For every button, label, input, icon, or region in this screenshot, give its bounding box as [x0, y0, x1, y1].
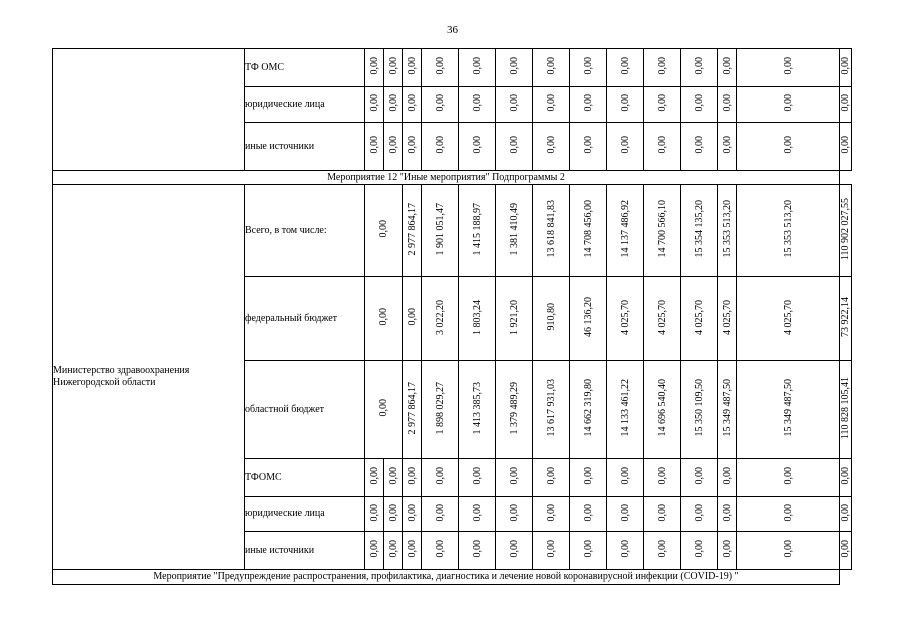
value-cell	[644, 185, 681, 277]
cell-value: 0,00	[545, 136, 557, 154]
cell-value: 0,00	[368, 540, 380, 558]
value-cell	[459, 123, 496, 171]
cell-value: 3 022,20	[434, 299, 446, 335]
cell-value: 0,00	[406, 308, 418, 326]
cell-value: 0,00	[656, 136, 668, 154]
total-cell	[840, 361, 852, 459]
cell-value: 0,00	[545, 94, 557, 112]
cell-value: 0,00	[840, 540, 851, 558]
funding-source-label: Всего, в том числе:	[245, 185, 365, 277]
value-cell	[384, 87, 403, 123]
value-cell	[533, 532, 570, 570]
value-cell	[570, 87, 607, 123]
cell-value: 0,00	[582, 136, 594, 154]
value-cell	[644, 497, 681, 532]
value-cell	[718, 123, 737, 171]
value-cell	[533, 49, 570, 87]
value-cell	[365, 497, 384, 532]
measure12-title: Мероприятие 12 "Иные мероприятия" Подпрограммы 2	[53, 171, 840, 185]
cell-value: 13 618 841,83	[545, 200, 557, 258]
cell-value: 1 803,24	[471, 299, 483, 335]
value-cell	[570, 185, 607, 277]
cell-value: 0,00	[378, 308, 389, 326]
value-cell	[718, 185, 737, 277]
cell-value: 0,00	[471, 136, 483, 154]
value-cell	[459, 49, 496, 87]
cell-value: 0,00	[619, 57, 631, 75]
value-cell	[570, 532, 607, 570]
value-cell	[496, 459, 533, 497]
cell-value: 0,00	[434, 136, 446, 154]
value-cell	[644, 87, 681, 123]
cell-value: 0,00	[721, 467, 733, 485]
cell-value: 0,00	[782, 503, 794, 522]
value-cell	[644, 459, 681, 497]
value-cell	[737, 49, 840, 87]
cell-value: 0,00	[840, 57, 851, 75]
total-cell	[840, 532, 852, 570]
cell-value: 0,00	[721, 540, 733, 558]
value-cell	[365, 123, 384, 171]
total-cell	[840, 459, 852, 497]
total-cell	[840, 87, 852, 123]
value-cell	[403, 87, 422, 123]
section2-body	[53, 185, 852, 570]
cell-value: 0,00	[693, 57, 705, 75]
cell-value: 1 921,20	[508, 299, 520, 335]
cell-value: 0,00	[368, 136, 380, 154]
page-number: 36	[447, 24, 458, 36]
cell-value: 0,00	[508, 57, 520, 75]
value-cell	[422, 49, 459, 87]
value-cell	[496, 277, 533, 361]
value-cell	[403, 49, 422, 87]
value-cell	[403, 185, 422, 277]
cell-value: 14 696 540,40	[656, 379, 668, 437]
cell-value: 0,00	[693, 467, 705, 485]
value-cell	[384, 532, 403, 570]
cell-value: 0,00	[406, 467, 418, 485]
cell-value: 14 133 461,22	[619, 379, 631, 437]
cell-value: 0,00	[693, 503, 705, 522]
value-cell	[496, 532, 533, 570]
cell-value: 0,00	[782, 467, 794, 485]
value-cell	[681, 87, 718, 123]
funding-source-label: областной бюджет	[245, 361, 365, 459]
cell-value: 0,00	[840, 94, 851, 112]
cell-value: 0,00	[782, 136, 794, 154]
cell-value: 0,00	[656, 503, 668, 522]
value-cell	[496, 123, 533, 171]
value-cell	[718, 532, 737, 570]
cell-value: 0,00	[471, 540, 483, 558]
cell-value: 0,00	[656, 94, 668, 112]
cell-value: 0,00	[434, 467, 446, 485]
value-cell	[403, 123, 422, 171]
value-cell	[533, 361, 570, 459]
value-cell	[403, 532, 422, 570]
cell-value: 14 700 566,10	[656, 200, 668, 258]
value-cell	[496, 361, 533, 459]
cell-value: 14 137 486,92	[619, 200, 631, 258]
value-cell	[718, 497, 737, 532]
value-cell	[607, 532, 644, 570]
value-cell	[681, 49, 718, 87]
value-cell	[737, 87, 840, 123]
value-cell	[644, 361, 681, 459]
value-cell	[533, 87, 570, 123]
value-cell	[607, 87, 644, 123]
cell-value: 0,00	[656, 467, 668, 485]
value-cell	[422, 532, 459, 570]
cell-value: 0,00	[406, 503, 418, 522]
value-cell	[681, 185, 718, 277]
cell-value: 0,00	[471, 57, 483, 75]
value-cell	[403, 277, 422, 361]
organization-name: Министерство здравоохранения Нижегородской области	[53, 185, 245, 570]
cell-value: 0,00	[840, 136, 851, 154]
value-cell	[644, 277, 681, 361]
value-cell	[681, 361, 718, 459]
value-cell	[533, 277, 570, 361]
total-cell	[840, 185, 852, 277]
value-cell	[607, 277, 644, 361]
cell-value: 0,00	[368, 57, 380, 75]
value-cell	[718, 49, 737, 87]
value-cell	[384, 497, 403, 532]
cell-value: 0,00	[508, 467, 520, 485]
cell-value: 1 379 489,29	[508, 381, 520, 435]
value-cell	[737, 277, 840, 361]
cell-value: 4 025,70	[721, 299, 733, 335]
total-cell	[840, 123, 852, 171]
cell-value: 0,00	[406, 136, 418, 154]
value-cell	[681, 497, 718, 532]
organization-empty-cell	[53, 49, 245, 171]
cell-value: 0,00	[387, 540, 399, 558]
cell-value: 0,00	[387, 57, 399, 75]
value-cell	[607, 361, 644, 459]
value-cell	[570, 277, 607, 361]
cell-value: 0,00	[721, 136, 733, 154]
cell-value: 0,00	[582, 57, 594, 75]
value-cell	[718, 277, 737, 361]
cell-value: 14 708 456,00	[582, 200, 594, 258]
cell-value: 0,00	[508, 503, 520, 522]
cell-value: 73 922,14	[840, 297, 851, 337]
cell-value: 0,00	[406, 540, 418, 558]
cell-value: 0,00	[582, 503, 594, 522]
cell-value: 0,00	[368, 503, 380, 522]
value-cell	[681, 459, 718, 497]
value-cell	[681, 277, 718, 361]
cell-value: 15 353 513,20	[782, 200, 794, 258]
cell-value: 0,00	[406, 57, 418, 75]
value-cell	[607, 497, 644, 532]
cell-value: 0,00	[782, 57, 794, 75]
value-cell	[384, 123, 403, 171]
funding-source-label: иные источники	[245, 123, 365, 171]
cell-value: 0,00	[378, 399, 389, 417]
value-cell	[459, 532, 496, 570]
value-cell	[459, 185, 496, 277]
value-cell	[459, 277, 496, 361]
cell-value: 1 901 051,47	[434, 202, 446, 256]
value-cell	[737, 361, 840, 459]
cell-value: 15 350 109,50	[693, 379, 705, 437]
cell-value: 0,00	[387, 94, 399, 112]
value-cell	[533, 459, 570, 497]
cell-value: 0,00	[656, 57, 668, 75]
value-cell	[459, 87, 496, 123]
cell-value: 15 353 513,20	[721, 200, 733, 258]
total-cell	[840, 497, 852, 532]
value-cell	[422, 459, 459, 497]
cell-value: 0,00	[619, 136, 631, 154]
funding-table	[52, 48, 852, 585]
cell-value: 0,00	[545, 57, 557, 75]
value-cell	[737, 532, 840, 570]
value-cell	[718, 459, 737, 497]
cell-value: 15 349 487,50	[721, 379, 733, 437]
cell-value: 0,00	[387, 503, 399, 522]
value-cell	[384, 49, 403, 87]
cell-value: 1 898 029,27	[434, 381, 446, 435]
value-cell	[422, 277, 459, 361]
cell-value: 0,00	[840, 503, 851, 522]
cell-value: 0,00	[582, 540, 594, 558]
cell-value: 0,00	[693, 136, 705, 154]
value-cell	[644, 123, 681, 171]
cell-value: 0,00	[387, 136, 399, 154]
cell-value: 15 354 135,20	[693, 200, 705, 258]
table-row	[53, 49, 852, 87]
cell-value: 4 025,70	[619, 299, 631, 335]
value-cell	[422, 87, 459, 123]
value-cell	[570, 459, 607, 497]
cell-value: 0,00	[406, 94, 418, 112]
cell-value: 14 662 319,80	[582, 379, 594, 437]
cell-value: 0,00	[434, 503, 446, 522]
funding-source-label: юридические лица	[245, 497, 365, 532]
value-cell	[365, 185, 403, 277]
cell-value: 910,80	[545, 303, 557, 331]
value-cell	[459, 459, 496, 497]
value-cell	[607, 123, 644, 171]
cell-value: 0,00	[471, 503, 483, 522]
value-cell	[737, 459, 840, 497]
cell-value: 0,00	[693, 540, 705, 558]
table-row	[53, 185, 852, 277]
value-cell	[459, 497, 496, 532]
cell-value: 1 415 188,97	[471, 202, 483, 256]
cell-value: 0,00	[721, 57, 733, 75]
cell-value: 15 349 487,50	[782, 379, 794, 437]
funding-source-label: иные источники	[245, 532, 365, 570]
cell-value: 0,00	[508, 540, 520, 558]
cell-value: 0,00	[656, 540, 668, 558]
cell-value: 4 025,70	[693, 299, 705, 335]
cell-value: 110 828 105,41	[840, 376, 851, 440]
value-cell	[365, 87, 384, 123]
cell-value: 0,00	[721, 503, 733, 522]
value-cell	[607, 185, 644, 277]
cell-value: 2 977 864,17	[406, 381, 418, 435]
cell-value: 1 413 385,73	[471, 381, 483, 435]
cell-value: 1 381 410,49	[508, 202, 520, 256]
value-cell	[496, 49, 533, 87]
cell-value: 0,00	[508, 136, 520, 154]
value-cell	[533, 185, 570, 277]
total-cell	[840, 277, 852, 361]
cell-value: 0,00	[545, 467, 557, 485]
cell-value: 13 617 931,03	[545, 379, 557, 437]
value-cell	[422, 185, 459, 277]
value-cell	[570, 497, 607, 532]
cell-value: 2 977 864,17	[406, 202, 418, 256]
cell-value: 0,00	[582, 94, 594, 112]
value-cell	[403, 459, 422, 497]
value-cell	[718, 87, 737, 123]
value-cell	[496, 497, 533, 532]
cell-value: 0,00	[582, 467, 594, 485]
value-cell	[365, 49, 384, 87]
value-cell	[533, 497, 570, 532]
cell-value: 0,00	[619, 540, 631, 558]
value-cell	[533, 123, 570, 171]
cell-value: 0,00	[840, 467, 851, 485]
cell-value: 110 902 027,55	[840, 197, 851, 261]
cell-value: 0,00	[434, 540, 446, 558]
value-cell	[384, 459, 403, 497]
value-cell	[365, 459, 384, 497]
cell-value: 0,00	[378, 220, 389, 238]
value-cell	[570, 49, 607, 87]
value-cell	[496, 87, 533, 123]
cell-value: 4 025,70	[782, 299, 794, 335]
cell-value: 0,00	[471, 467, 483, 485]
cell-value: 0,00	[387, 467, 399, 485]
value-cell	[644, 49, 681, 87]
cell-value: 0,00	[471, 94, 483, 112]
cell-value: 0,00	[545, 503, 557, 522]
cell-value: 0,00	[693, 94, 705, 112]
cell-value: 0,00	[782, 94, 794, 112]
cell-value: 0,00	[368, 94, 380, 112]
value-cell	[422, 361, 459, 459]
value-cell	[681, 123, 718, 171]
funding-source-label: ТФОМС	[245, 459, 365, 497]
value-cell	[403, 497, 422, 532]
cell-value: 0,00	[368, 467, 380, 485]
funding-source-label: ТФ ОМС	[245, 49, 365, 87]
cell-value: 0,00	[619, 503, 631, 522]
value-cell	[607, 49, 644, 87]
funding-source-label: юридические лица	[245, 87, 365, 123]
value-cell	[403, 361, 422, 459]
value-cell	[365, 361, 403, 459]
value-cell	[644, 532, 681, 570]
value-cell	[365, 277, 403, 361]
cell-value: 0,00	[782, 540, 794, 558]
section1-body	[53, 49, 852, 171]
value-cell	[607, 459, 644, 497]
value-cell	[737, 497, 840, 532]
cell-value: 0,00	[721, 94, 733, 112]
value-cell	[422, 123, 459, 171]
value-cell	[718, 361, 737, 459]
cell-value: 0,00	[434, 94, 446, 112]
cell-value: 0,00	[508, 94, 520, 112]
value-cell	[459, 361, 496, 459]
cell-value: 0,00	[619, 467, 631, 485]
value-cell	[737, 185, 840, 277]
cell-value: 46 136,20	[582, 297, 594, 337]
covid-measure-title: Мероприятие "Предупреждение распространения, профилактика, диагностика и лечение новой коронавирусной инфекции (COVID-19) "	[53, 570, 840, 585]
cell-value: 0,00	[619, 94, 631, 112]
value-cell	[681, 532, 718, 570]
cell-value: 0,00	[434, 57, 446, 75]
cell-value: 0,00	[545, 540, 557, 558]
value-cell	[570, 361, 607, 459]
value-cell	[365, 532, 384, 570]
value-cell	[496, 185, 533, 277]
value-cell	[570, 123, 607, 171]
total-cell	[840, 49, 852, 87]
cell-value: 4 025,70	[656, 299, 668, 335]
funding-source-label: федеральный бюджет	[245, 277, 365, 361]
value-cell	[422, 497, 459, 532]
value-cell	[737, 123, 840, 171]
